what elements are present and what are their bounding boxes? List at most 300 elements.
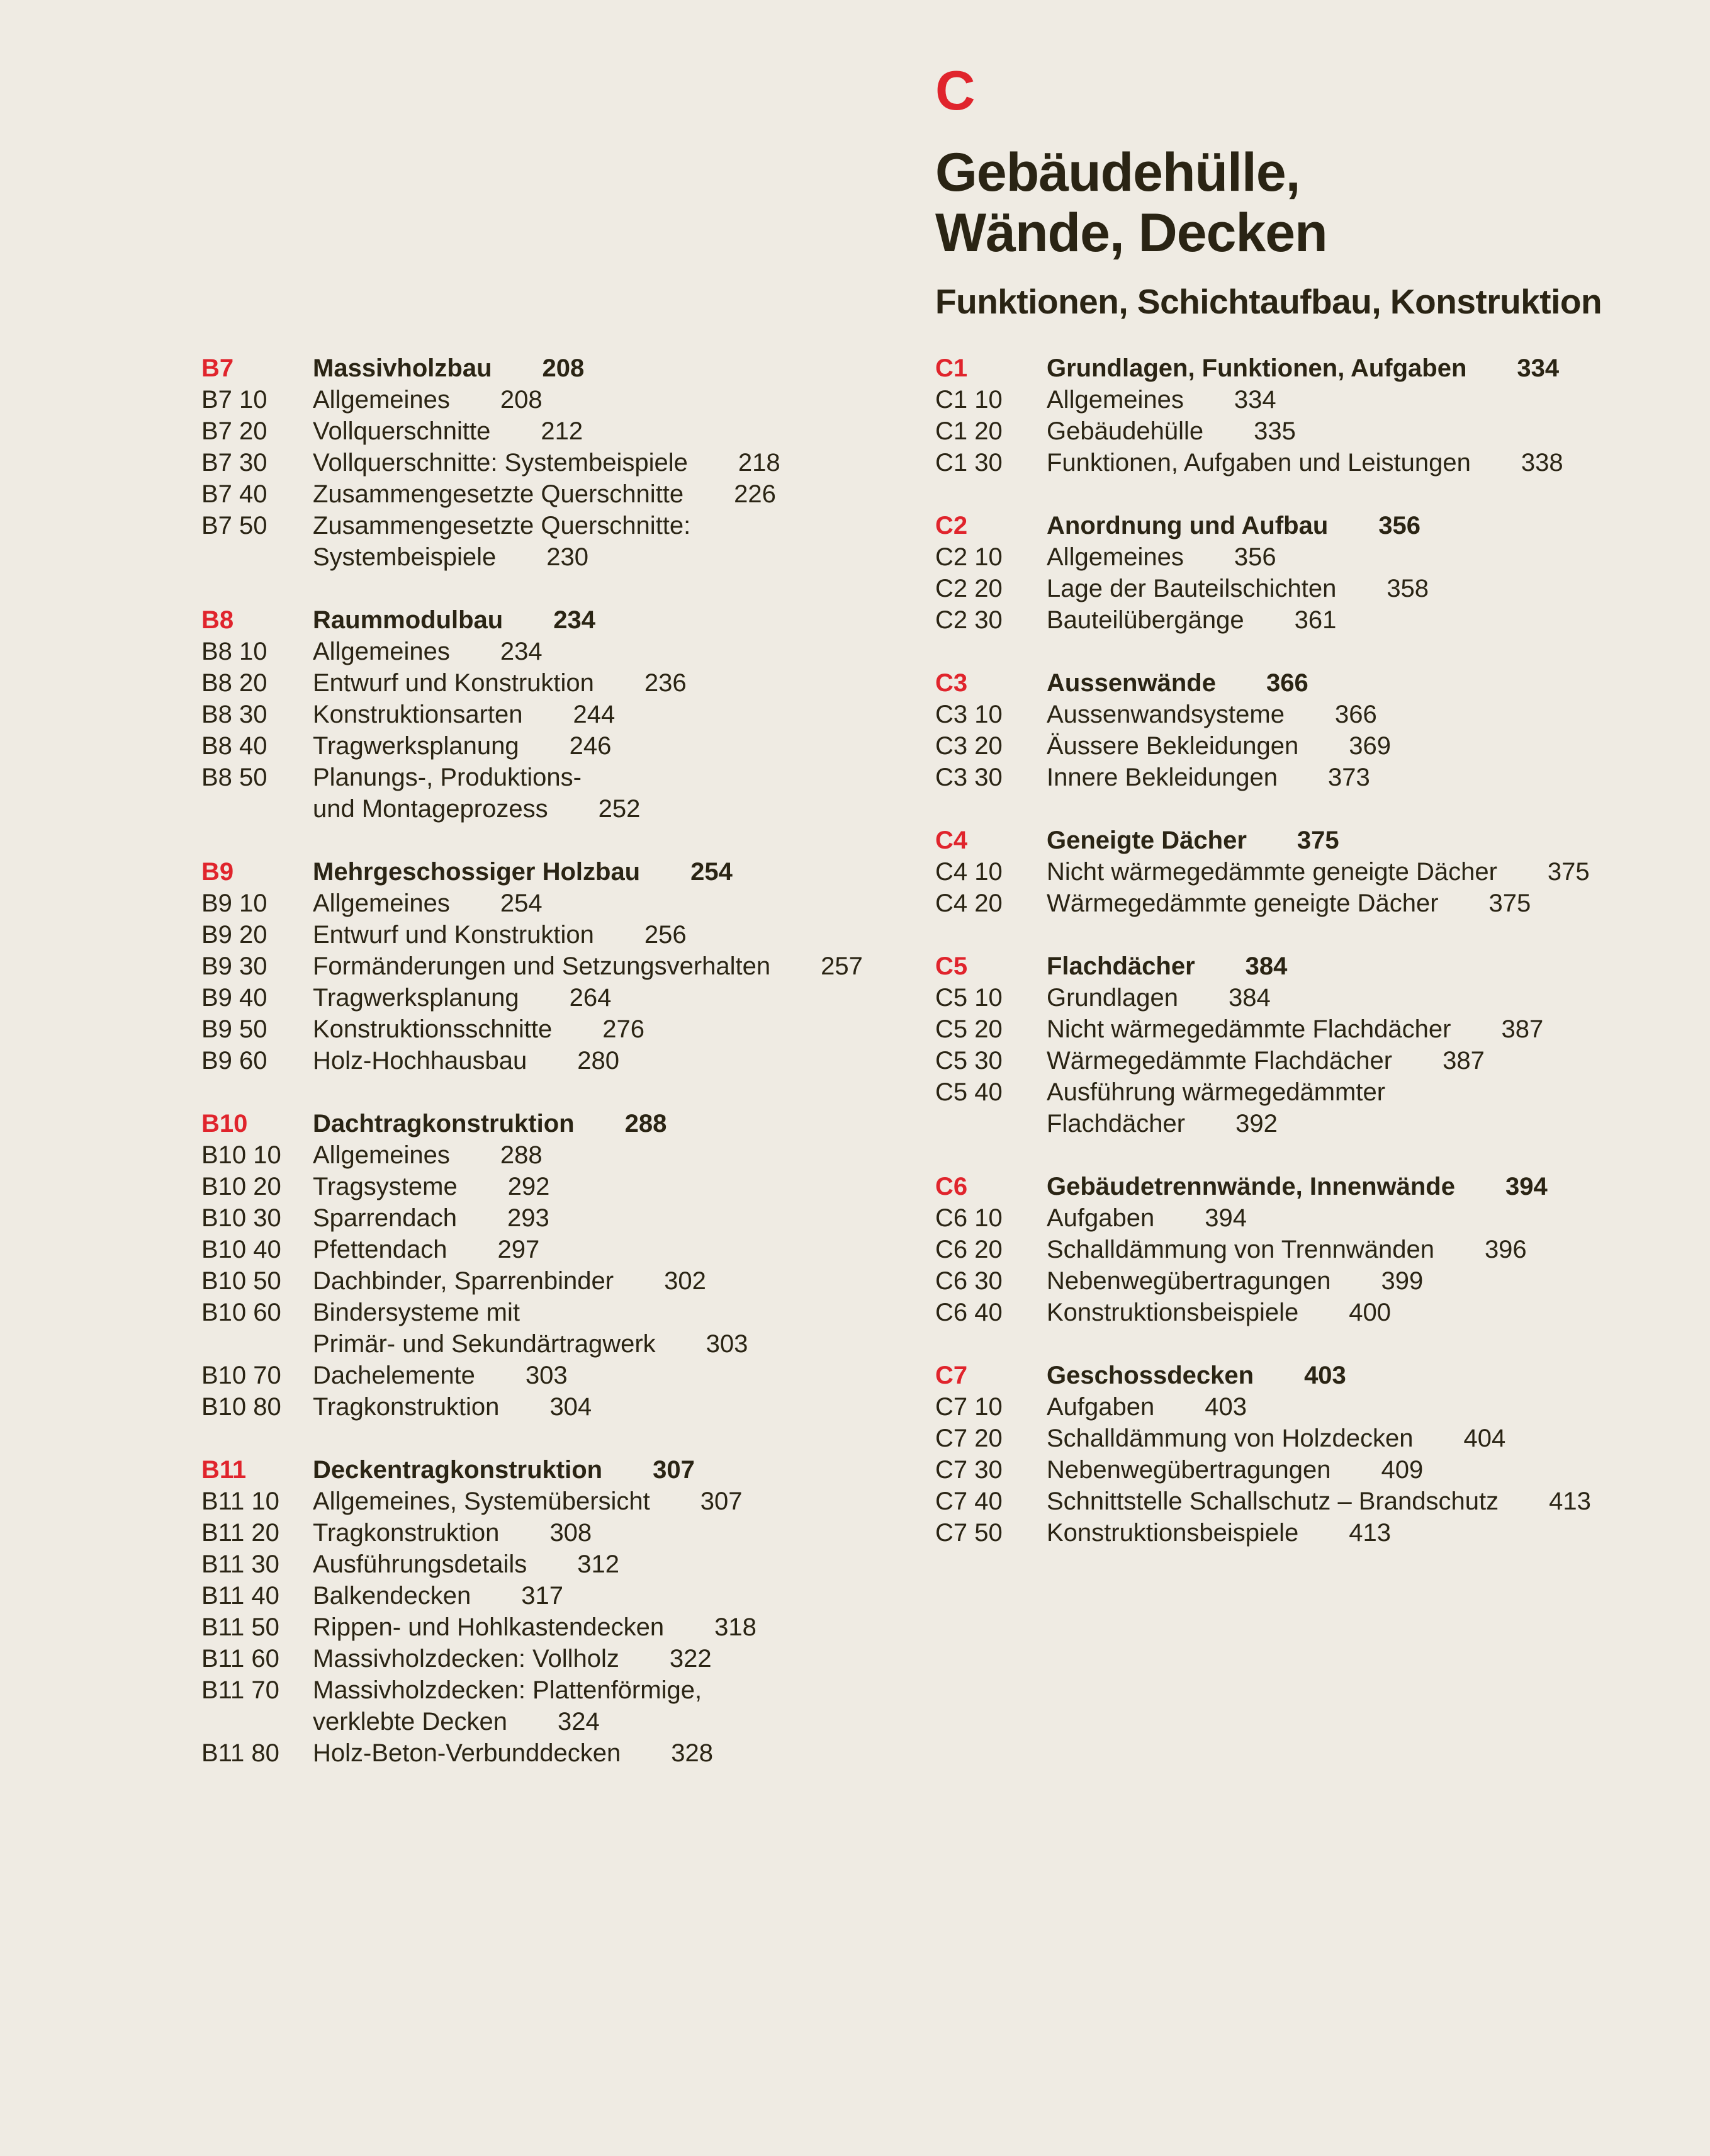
entry-code: B7 30 [201,449,267,477]
entry-code: B8 20 [201,669,267,697]
entry-title-line [313,1580,563,1611]
entry-title: Tragsysteme [313,1173,458,1200]
toc-entry[interactable] [935,1045,1591,1076]
toc-chapter [935,951,1591,1139]
entry-code: C4 10 [935,858,1003,886]
entry-text [313,951,863,982]
entry-page-number: 303 [706,1330,748,1358]
entry-code: B10 20 [201,1173,281,1200]
entry-title-line [313,1328,748,1360]
toc-chapter-heading[interactable] [201,856,863,888]
chapter-title: Anordnung und Aufbau [1047,512,1329,539]
entry-title-line [313,636,543,667]
toc-entry[interactable] [935,1265,1591,1297]
toc-chapter [201,1108,863,1423]
entry-page-number: 322 [669,1645,712,1673]
entry-page-number: 356 [1234,543,1276,571]
chapter-title-wrap [1047,667,1308,699]
entry-code: B10 10 [201,1141,281,1169]
toc-entry[interactable] [201,730,863,762]
toc-entry[interactable] [201,1391,863,1423]
toc-entry[interactable] [935,1423,1591,1454]
toc-entry[interactable] [201,1139,863,1171]
entry-code: B11 70 [201,1676,279,1704]
section-subtitle: Funktionen, Schichtaufbau, Konstruktion [935,282,1602,321]
entry-page-number: 303 [525,1362,568,1389]
entry-title-line [1047,1234,1527,1265]
entry-title: verklebte Decken [313,1708,508,1736]
entry-page-number: 375 [1488,889,1531,917]
entry-code: C5 30 [935,1047,1003,1075]
entry-title: Vollquerschnitte: Systembeispiele [313,449,688,477]
entry-code: B7 20 [201,417,267,445]
entry-code: C3 10 [935,701,1003,728]
toc-entry[interactable] [935,699,1591,730]
toc-entry[interactable] [201,762,863,825]
entry-page-number: 307 [700,1487,743,1515]
chapter-title: Flachdächer [1047,952,1195,980]
toc-entry[interactable] [935,1517,1591,1549]
entry-page-number: 318 [714,1613,757,1641]
entry-text [1047,699,1377,730]
entry-page-number: 404 [1463,1425,1506,1452]
entry-code: B11 50 [201,1613,279,1641]
toc-entry[interactable] [935,447,1591,478]
entry-title: Tragkonstruktion [313,1393,500,1421]
entry-text [313,1549,619,1580]
entry-title-line [313,919,687,951]
entry-page-number: 252 [598,795,641,823]
entry-title-line [1047,856,1590,888]
entry-title: Aufgaben [1047,1393,1155,1421]
entry-code: C2 20 [935,575,1003,602]
entry-code: C6 30 [935,1267,1003,1295]
entry-code: B9 50 [201,1015,267,1043]
entry-page-number: 335 [1254,417,1296,445]
toc-entry[interactable] [201,1643,863,1674]
entry-title: Formänderungen und Setzungsverhalten [313,952,771,980]
entry-text [313,384,543,415]
entry-title: Schalldämmung von Holzdecken [1047,1425,1414,1452]
chapter-page-number: 208 [542,354,585,382]
toc-entry[interactable] [201,1234,863,1265]
toc-entry[interactable] [201,1674,863,1737]
entry-page-number: 399 [1381,1267,1424,1295]
entry-code: C6 10 [935,1204,1003,1232]
toc-entry[interactable] [201,1045,863,1076]
toc-entry[interactable] [935,1391,1591,1423]
entry-title: Allgemeines [313,638,450,665]
entry-text [1047,541,1276,573]
entry-text [1047,1234,1527,1265]
entry-page-number: 409 [1381,1456,1424,1484]
entry-code: B10 60 [201,1299,281,1326]
entry-title-line [313,1202,549,1234]
entry-title: Holz-Hochhausbau [313,1047,527,1075]
entry-title-line [313,1265,706,1297]
entry-page-number: 324 [558,1708,600,1736]
entry-title: und Montageprozess [313,795,548,823]
toc-entry[interactable] [201,415,863,447]
entry-text [313,1674,702,1737]
entry-text [313,919,687,951]
chapter-page-number: 403 [1304,1362,1346,1389]
toc-entry[interactable] [201,384,863,415]
toc-entry[interactable] [935,982,1591,1013]
toc-chapter-heading[interactable] [935,1171,1591,1202]
entry-title-line [313,478,776,510]
toc-entry[interactable] [201,1611,863,1643]
toc-entry[interactable] [201,1265,863,1297]
entry-title: Systembeispiele [313,543,497,571]
toc-entry[interactable] [935,384,1591,415]
entry-page-number: 288 [500,1141,543,1169]
toc-chapter [935,667,1591,793]
entry-title: Allgemeines [313,889,450,917]
entry-text [313,1139,543,1171]
entry-text [1047,1045,1485,1076]
entry-text [313,478,776,510]
chapter-code: B7 [201,354,234,382]
toc-entry[interactable] [935,1202,1591,1234]
entry-title: Ausführungsdetails [313,1550,527,1578]
entry-title: Konstruktionsbeispiele [1047,1519,1299,1547]
entry-text [313,1737,713,1769]
entry-text [1047,1265,1423,1297]
entry-page-number: 254 [500,889,543,917]
entry-page-number: 302 [664,1267,706,1295]
toc-entry[interactable] [935,1486,1591,1517]
entry-title: Konstruktionsschnitte [313,1015,553,1043]
entry-title-line [1047,1486,1591,1517]
chapter-title: Massivholzbau [313,354,492,382]
entry-title-line [1047,1108,1385,1139]
entry-code: B11 80 [201,1739,279,1767]
toc-entry[interactable] [201,447,863,478]
entry-code: B9 40 [201,984,267,1012]
entry-page-number: 292 [507,1173,550,1200]
toc-entry[interactable] [935,888,1591,919]
entry-title: Pfettendach [313,1236,447,1263]
entry-text [313,447,780,478]
entry-page-number: 317 [521,1582,564,1610]
toc-entry[interactable] [201,951,863,982]
entry-title-line: Massivholzdecken: Plattenförmige, [313,1676,702,1704]
toc-entry[interactable] [201,1517,863,1549]
entry-title-line [1047,1297,1391,1328]
entry-title-line [313,1013,644,1045]
entry-title-line [1047,730,1391,762]
toc-entry[interactable] [201,1360,863,1391]
entry-text [1047,982,1271,1013]
entry-title-line: Planungs-, Produktions- [313,764,582,791]
entry-title-line [313,415,583,447]
chapter-title-wrap [313,1454,695,1486]
entry-code: B10 80 [201,1393,281,1421]
entry-page-number: 361 [1294,606,1337,634]
toc-entry[interactable] [201,1297,863,1360]
entry-title: Wärmegedämmte Flachdächer [1047,1047,1393,1075]
toc-chapter [201,856,863,1076]
chapter-page-number: 234 [553,606,595,634]
entry-code: B9 20 [201,921,267,949]
entry-title-line [313,1517,592,1549]
entry-text [313,888,543,919]
entry-text [313,1486,743,1517]
entry-title: Rippen- und Hohlkastendecken [313,1613,665,1641]
entry-text [1047,384,1276,415]
toc-entry[interactable] [935,730,1591,762]
entry-title-line [1047,604,1336,636]
toc-chapter-heading[interactable] [935,1360,1591,1391]
toc-chapter-heading[interactable] [201,353,863,384]
toc-entry[interactable] [935,541,1591,573]
entry-code: C2 30 [935,606,1003,634]
toc-entry[interactable] [201,699,863,730]
entry-code: B8 50 [201,764,267,791]
chapter-title: Aussenwände [1047,669,1216,697]
toc-entry[interactable] [201,1202,863,1234]
chapter-title: Dachtragkonstruktion [313,1110,575,1137]
toc-chapter-heading[interactable] [201,1108,863,1139]
entry-page-number: 208 [500,386,543,414]
toc-entry[interactable] [935,856,1591,888]
entry-title-line [313,1234,539,1265]
section-letter: C [935,59,976,121]
entry-page-number: 226 [734,480,776,508]
toc-entry[interactable] [935,1454,1591,1486]
entry-code: B11 60 [201,1645,279,1673]
entry-title: Konstruktionsbeispiele [1047,1299,1299,1326]
entry-title-line [313,1611,757,1643]
entry-text [1047,604,1336,636]
entry-code: C7 20 [935,1425,1003,1452]
entry-title-line [1047,384,1276,415]
toc-entry[interactable] [201,667,863,699]
entry-page-number: 312 [577,1550,619,1578]
chapter-page-number: 366 [1266,669,1308,697]
entry-title-line [1047,762,1370,793]
entry-code: B7 50 [201,512,267,539]
entry-title: Allgemeines [1047,543,1184,571]
entry-text [1047,730,1391,762]
entry-code: B9 10 [201,889,267,917]
toc-entry[interactable] [935,1013,1591,1045]
toc-chapter [201,1454,863,1769]
entry-page-number: 234 [500,638,543,665]
entry-text [1047,762,1370,793]
entry-title: Tragwerksplanung [313,984,519,1012]
entry-title: Schalldämmung von Trennwänden [1047,1236,1434,1263]
entry-title: Nicht wärmegedämmte Flachdächer [1047,1015,1451,1043]
toc-chapter-heading[interactable] [201,1454,863,1486]
chapter-title: Mehrgeschossiger Holzbau [313,858,641,886]
entry-text [313,1611,757,1643]
entry-page-number: 304 [549,1393,592,1421]
entry-title: Primär- und Sekundärtragwerk [313,1330,656,1358]
chapter-title-wrap [313,604,595,636]
toc-chapter [935,510,1591,636]
entry-code: C7 10 [935,1393,1003,1421]
entry-code: C6 20 [935,1236,1003,1263]
toc-entry[interactable] [201,1580,863,1611]
toc-chapter-heading[interactable] [935,510,1591,541]
entry-text [313,699,615,730]
toc-chapter-heading[interactable] [935,353,1591,384]
entry-title-line: Ausführung wärmegedämmter [1047,1078,1386,1106]
toc-entry[interactable] [935,1076,1591,1139]
entry-page-number: 358 [1387,575,1429,602]
entry-title: Lage der Bauteilschichten [1047,575,1337,602]
toc-entry[interactable] [201,1549,863,1580]
entry-code: B10 40 [201,1236,281,1263]
entry-title-line [1047,1013,1543,1045]
entry-text [1047,1013,1543,1045]
toc-entry[interactable] [201,919,863,951]
entry-page-number: 334 [1234,386,1276,414]
entry-title-line [1047,1202,1247,1234]
toc-entry[interactable] [935,1234,1591,1265]
toc-entry[interactable] [201,510,863,573]
toc-chapter-heading[interactable] [935,825,1591,856]
entry-page-number: 236 [644,669,687,697]
chapter-code: B8 [201,606,234,634]
entry-title: Flachdächer [1047,1110,1186,1137]
entry-code: B11 10 [201,1487,279,1515]
entry-title-line [1047,1454,1423,1486]
entry-page-number: 387 [1443,1047,1485,1075]
entry-text [313,510,690,573]
entry-page-number: 212 [541,417,583,445]
entry-code: B10 50 [201,1267,281,1295]
entry-page-number: 256 [644,921,687,949]
entry-page-number: 387 [1501,1015,1544,1043]
entry-text [1047,1202,1247,1234]
entry-title: Nebenwegübertragungen [1047,1267,1331,1295]
toc-chapter-heading[interactable] [935,667,1591,699]
entry-title-line [313,384,543,415]
entry-title: Sparrendach [313,1204,458,1232]
entry-title-line [1047,541,1276,573]
chapter-title: Grundlagen, Funktionen, Aufgaben [1047,354,1467,382]
entry-title: Grundlagen [1047,984,1179,1012]
chapter-page-number: 254 [690,858,733,886]
toc-chapter-heading[interactable] [935,951,1591,982]
chapter-title: Raummodulbau [313,606,503,634]
toc-chapter [201,604,863,825]
entry-code: C5 20 [935,1015,1003,1043]
chapter-title-wrap [313,856,733,888]
chapter-code: C7 [935,1362,968,1389]
entry-title: Aussenwandsysteme [1047,701,1285,728]
entry-code: C5 40 [935,1078,1003,1106]
chapter-code: C3 [935,669,968,697]
toc-entry[interactable] [201,636,863,667]
chapter-page-number: 356 [1378,512,1421,539]
toc-column-left [201,353,863,1800]
entry-title-line [1047,888,1531,919]
toc-entry[interactable] [201,1013,863,1045]
entry-title-line [1047,1265,1423,1297]
chapter-page-number: 394 [1505,1173,1548,1200]
entry-code: C5 10 [935,984,1003,1012]
entry-text [1047,1297,1391,1328]
entry-text [313,1202,549,1234]
entry-title-line [313,951,863,982]
entry-title-line [1047,573,1429,604]
entry-title-line [1047,982,1271,1013]
toc-entry[interactable] [201,1171,863,1202]
toc-entry[interactable] [201,888,863,919]
entry-title-line [1047,1045,1485,1076]
entry-page-number: 400 [1349,1299,1391,1326]
entry-text [1047,856,1590,888]
toc-entry[interactable] [935,762,1591,793]
entry-title-line [313,1045,619,1076]
entry-code: B8 10 [201,638,267,665]
entry-title-line [313,1737,713,1769]
chapter-page-number: 334 [1517,354,1560,382]
entry-title-line [313,699,615,730]
chapter-title: Deckentragkonstruktion [313,1456,603,1484]
chapter-code: C5 [935,952,968,980]
toc-chapter-heading[interactable] [201,604,863,636]
entry-title: Nebenwegübertragungen [1047,1456,1331,1484]
chapter-code: B10 [201,1110,248,1137]
toc-entry[interactable] [201,1737,863,1769]
entry-page-number: 264 [569,984,612,1012]
entry-title-line [313,982,611,1013]
chapter-title-wrap [1047,1171,1548,1202]
entry-title: Entwurf und Konstruktion [313,669,594,697]
entry-code: C4 20 [935,889,1003,917]
entry-title-line [1047,1517,1391,1549]
entry-title: Konstruktionsarten [313,701,523,728]
toc-chapter [935,353,1591,478]
toc-entry[interactable] [201,1486,863,1517]
entry-title: Nicht wärmegedämmte geneigte Dächer [1047,858,1497,886]
entry-title: Balkendecken [313,1582,471,1610]
entry-text [1047,573,1429,604]
entry-page-number: 366 [1334,701,1377,728]
entry-title: Allgemeines [1047,386,1184,414]
entry-text [313,415,583,447]
chapter-title-wrap [1047,951,1287,982]
toc-entry[interactable] [935,1297,1591,1328]
entry-title-line: Zusammengesetzte Querschnitte: [313,512,691,539]
toc-entry[interactable] [935,604,1591,636]
entry-text [313,1265,706,1297]
toc-entry[interactable] [201,982,863,1013]
entry-text [313,762,640,825]
toc-entry[interactable] [201,478,863,510]
chapter-code: B9 [201,858,234,886]
chapter-title-wrap [313,353,584,384]
entry-text [1047,888,1531,919]
entry-code: B11 30 [201,1550,279,1578]
entry-page-number: 396 [1484,1236,1527,1263]
entry-page-number: 308 [549,1519,592,1547]
toc-entry[interactable] [935,415,1591,447]
toc-chapter [935,1171,1591,1328]
section-header [935,59,1602,321]
entry-code: B9 60 [201,1047,267,1075]
entry-title: Vollquerschnitte [313,417,491,445]
entry-text [1047,415,1296,447]
entry-title-line: Bindersysteme mit [313,1299,520,1326]
entry-title-line [313,541,690,573]
toc-entry[interactable] [935,573,1591,604]
